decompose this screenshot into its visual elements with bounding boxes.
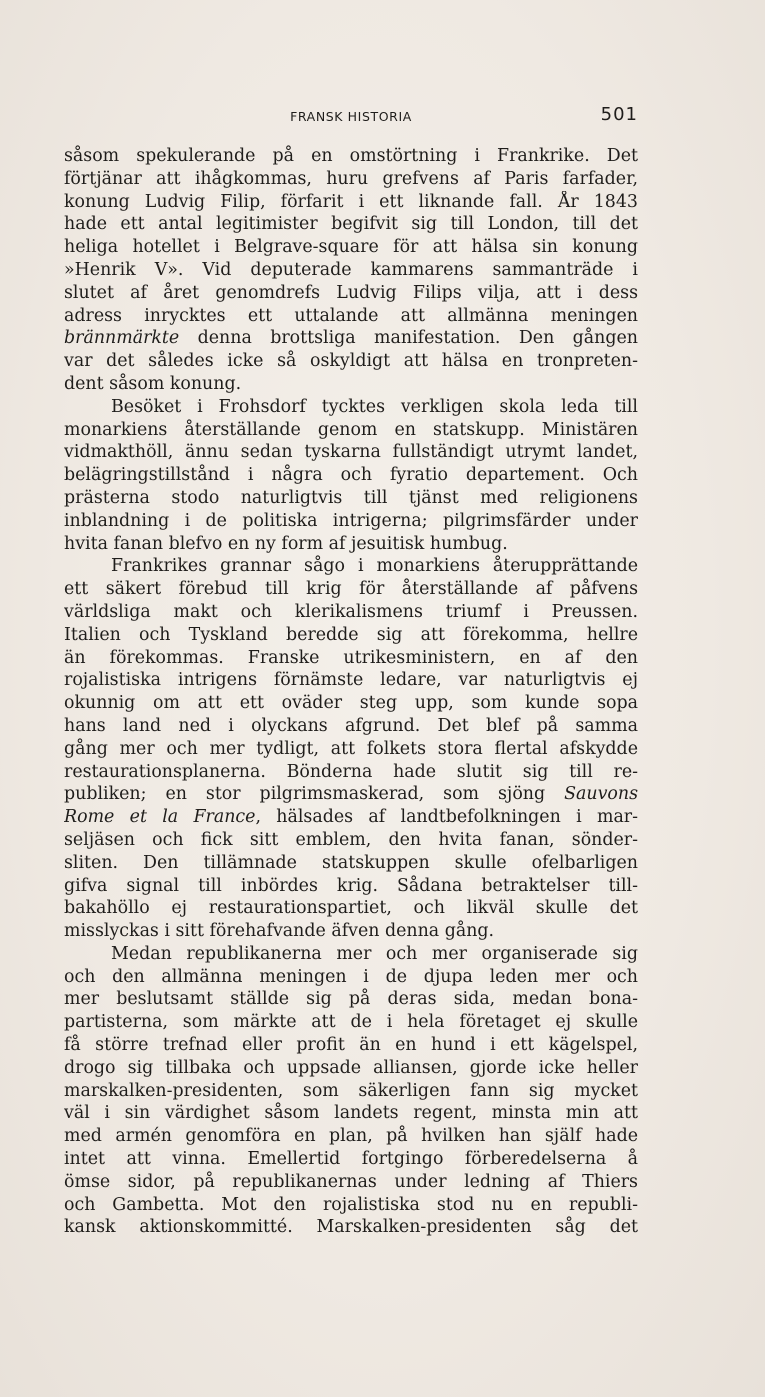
text-line bbox=[64, 1057, 638, 1080]
text-segment: denna brottsliga manifestation. Den gången bbox=[179, 328, 638, 349]
text-segment: Medan republikanerna mer och mer organiserade sig bbox=[111, 943, 638, 964]
text-line bbox=[64, 966, 638, 989]
text-segment: gifva signal till inbördes krig. Sådana betraktelser till- bbox=[64, 875, 638, 896]
running-title: FRANSK HISTORIA bbox=[290, 109, 412, 124]
text-line bbox=[64, 578, 638, 601]
paragraph bbox=[64, 396, 638, 556]
paragraph bbox=[64, 145, 638, 396]
text-segment: hvita fanan blefvo en ny form af jesuitisk humbug. bbox=[64, 533, 508, 554]
text-segment: mer beslutsamt ställde sig på deras sida, medan bona- bbox=[64, 989, 638, 1010]
text-line bbox=[64, 601, 638, 624]
text-line bbox=[64, 783, 638, 806]
text-segment: konung Ludvig Filip, förfarit i ett liknande fall. År 1843 bbox=[64, 191, 638, 212]
text-segment: heliga hotellet i Belgrave-square för att hälsa sin konung bbox=[64, 237, 638, 258]
text-segment: , hälsades af landtbefolkningen i mar- bbox=[255, 807, 638, 828]
text-line bbox=[64, 555, 638, 578]
page-header bbox=[64, 104, 638, 128]
text-segment: okunnig om att ett oväder steg upp, som kunde sopa bbox=[64, 693, 638, 714]
paragraph bbox=[64, 943, 638, 1239]
text-line bbox=[64, 464, 638, 487]
text-line bbox=[64, 852, 638, 875]
text-line bbox=[64, 487, 638, 510]
text-segment: bakahöllo ej restaurationspartiet, och likväl skulle det bbox=[64, 898, 638, 919]
text-line bbox=[64, 373, 638, 396]
text-segment: ett säkert förebud till krig för återställande af påfvens bbox=[64, 579, 638, 600]
text-line bbox=[64, 692, 638, 715]
text-segment: Frankrikes grannar sågo i monarkiens återupprättande bbox=[111, 556, 638, 577]
text-line bbox=[64, 441, 638, 464]
text-segment: prästerna stodo naturligtvis till tjänst med religionens bbox=[64, 487, 638, 508]
text-segment: marskalken-presidenten, som säkerligen fann sig mycket bbox=[64, 1080, 638, 1101]
text-segment: än förekommas. Franske utrikesministern, en af den bbox=[64, 647, 638, 668]
text-line bbox=[64, 305, 638, 328]
text-segment: sliten. Den tillämnade statskuppen skulle ofelbarligen bbox=[64, 852, 638, 873]
text-segment: Italien och Tyskland beredde sig att förekomma, hellre bbox=[64, 624, 638, 645]
text-line bbox=[64, 829, 638, 852]
text-segment: seljäsen och fick sitt emblem, den hvita fanan, sönder- bbox=[64, 829, 638, 850]
text-line bbox=[64, 191, 638, 214]
text-segment: hans land ned i olyckans afgrund. Det blef på samma bbox=[64, 715, 638, 736]
text-line bbox=[64, 669, 638, 692]
text-line bbox=[64, 1194, 638, 1217]
text-line bbox=[64, 761, 638, 784]
text-line bbox=[64, 920, 638, 943]
text-line bbox=[64, 806, 638, 829]
text-line bbox=[64, 213, 638, 236]
text-segment: dent såsom konung. bbox=[64, 373, 242, 394]
text-line bbox=[64, 897, 638, 920]
text-segment: var det således icke så oskyldigt att hälsa en tronpreten- bbox=[64, 351, 638, 372]
text-line bbox=[64, 1034, 638, 1057]
text-line bbox=[64, 145, 638, 168]
text-line bbox=[64, 510, 638, 533]
text-segment: belägringstillstånd i några och fyratio departement. Och bbox=[64, 465, 638, 486]
text-line bbox=[64, 647, 638, 670]
text-line bbox=[64, 1216, 638, 1239]
text-line bbox=[64, 236, 638, 259]
text-segment: förtjänar att ihågkommas, huru grefvens af Paris farfader, bbox=[64, 168, 638, 189]
text-line bbox=[64, 988, 638, 1011]
text-segment: och Gambetta. Mot den rojalistiska stod nu en republi- bbox=[64, 1194, 638, 1215]
text-segment: drogo sig tillbaka och uppsade alliansen, gjorde icke heller bbox=[64, 1057, 638, 1078]
text-segment: och den allmänna meningen i de djupa leden mer och bbox=[64, 966, 638, 987]
text-line bbox=[64, 943, 638, 966]
text-segment: ömse sidor, på republikanernas under ledning af Thiers bbox=[64, 1171, 638, 1192]
text-line bbox=[64, 168, 638, 191]
paragraph bbox=[64, 555, 638, 943]
text-segment: publiken; en stor pilgrimsmaskerad, som sjöng bbox=[64, 784, 565, 805]
text-line bbox=[64, 738, 638, 761]
page-number: 501 bbox=[600, 104, 638, 125]
text-segment: såsom spekulerande på en omstörtning i Frankrike. Det bbox=[64, 146, 638, 166]
text-segment: få större trefnad eller profit än en hund i ett kägelspel, bbox=[64, 1035, 638, 1056]
italic-text: Rome et la France bbox=[64, 807, 256, 828]
text-line bbox=[64, 1080, 638, 1103]
text-segment: restaurationsplanerna. Bönderna hade slutit sig till re- bbox=[64, 761, 638, 782]
italic-text: Sauvons bbox=[564, 784, 638, 805]
text-segment: väl i sin värdighet såsom landets regent, minsta min att bbox=[64, 1103, 638, 1124]
text-segment: inblandning i de politiska intrigerna; pilgrimsfärder under bbox=[64, 510, 638, 531]
text-line bbox=[64, 350, 638, 373]
text-segment: rojalistiska intrigens förnämste ledare, var naturligtvis ej bbox=[64, 670, 638, 691]
text-line bbox=[64, 533, 638, 556]
text-line bbox=[64, 624, 638, 647]
text-segment: världsliga makt och klerikalismens triumf i Preussen. bbox=[64, 601, 638, 622]
text-line bbox=[64, 1011, 638, 1034]
text-line bbox=[64, 1171, 638, 1194]
text-line bbox=[64, 259, 638, 282]
text-segment: hade ett antal legitimister begifvit sig till London, till det bbox=[64, 214, 638, 235]
body-text bbox=[64, 145, 638, 1239]
text-line bbox=[64, 1125, 638, 1148]
text-segment: slutet af året genomdrefs Ludvig Filips vilja, att i dess bbox=[64, 282, 638, 303]
text-line bbox=[64, 282, 638, 305]
text-segment: vidmakthöll, ännu sedan tyskarna fullständigt utrymt landet, bbox=[64, 442, 638, 463]
text-segment: kansk aktionskommitté. Marskalken-presidenten såg det bbox=[64, 1217, 638, 1238]
text-segment: intet att vinna. Emellertid fortgingo förberedelserna å bbox=[64, 1149, 638, 1170]
text-line bbox=[64, 327, 638, 350]
text-segment: Besöket i Frohsdorf tycktes verkligen skola leda till bbox=[111, 396, 638, 417]
text-segment: adress inrycktes ett uttalande att allmänna meningen bbox=[64, 305, 638, 326]
italic-text: brännmärkte bbox=[64, 328, 180, 349]
text-line bbox=[64, 419, 638, 442]
text-line bbox=[64, 1102, 638, 1125]
text-segment: gång mer och mer tydligt, att folkets stora flertal afskydde bbox=[64, 738, 638, 759]
text-line bbox=[64, 1148, 638, 1171]
text-segment: monarkiens återställande genom en statskupp. Ministären bbox=[64, 419, 638, 440]
text-line bbox=[64, 875, 638, 898]
text-segment: partisterna, som märkte att de i hela företaget ej skulle bbox=[64, 1012, 638, 1033]
text-segment: med armén genomföra en plan, på hvilken han själf hade bbox=[64, 1126, 638, 1147]
text-segment: »Henrik V». Vid deputerade kammarens sammanträde i bbox=[64, 259, 638, 280]
text-line bbox=[64, 715, 638, 738]
text-segment: misslyckas i sitt förehafvande äfven denna gång. bbox=[64, 921, 495, 942]
text-line bbox=[64, 396, 638, 419]
